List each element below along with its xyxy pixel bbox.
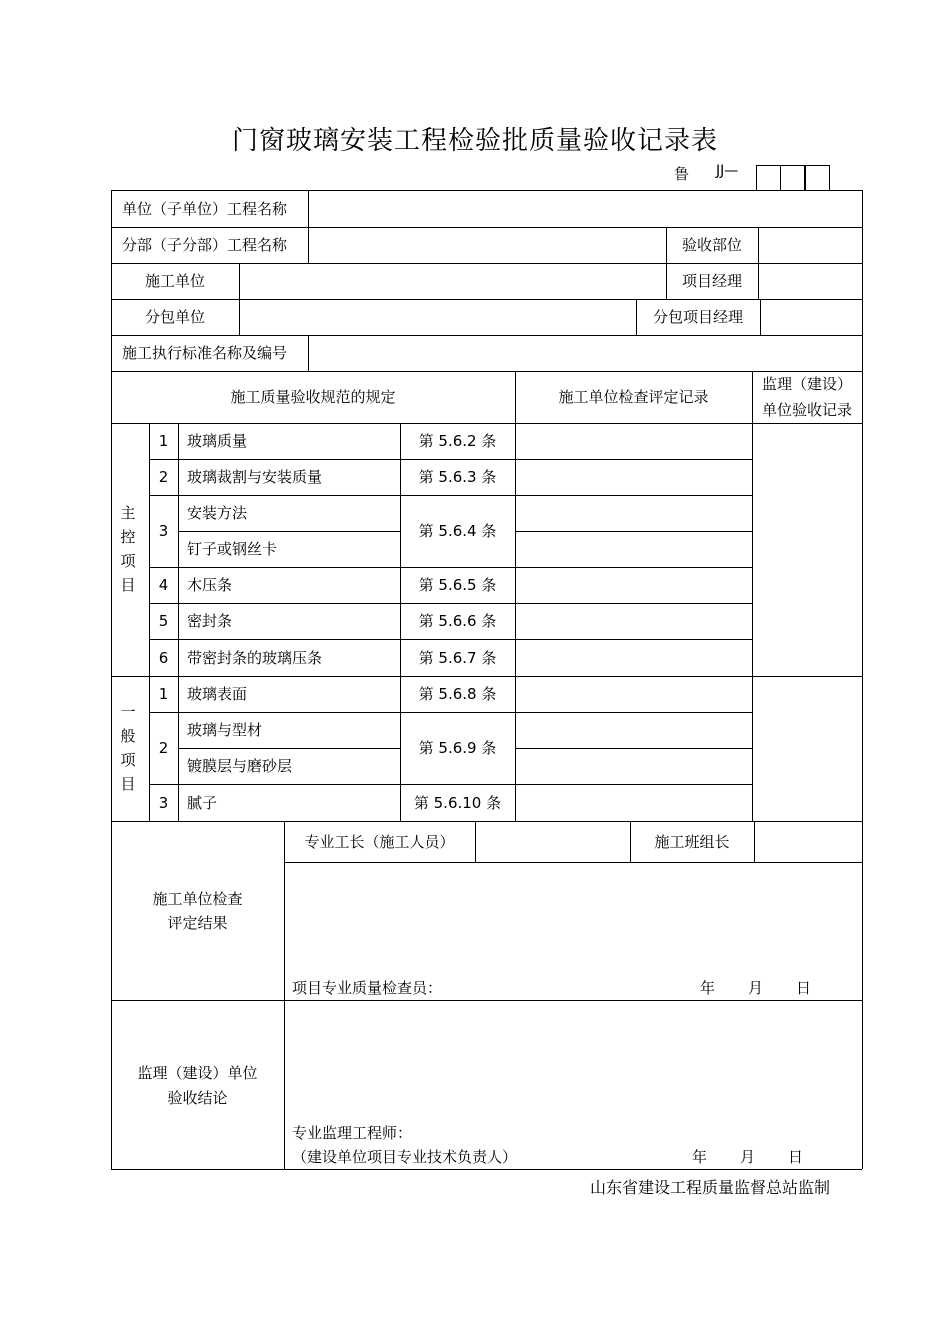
row-clause: 第 5.6.4 条	[418, 522, 497, 540]
supervision-label-2: 验收结论	[167, 1089, 228, 1107]
row-clause: 第 5.6.8 条	[418, 685, 497, 703]
footer-issuer: 山东省建设工程质量监督总站监制	[590, 1178, 831, 1197]
unit-project-name-label: 单位（子单位）工程名称	[122, 200, 288, 218]
check-record-column-header: 施工单位检查评定记录	[558, 388, 709, 406]
row-no: 4	[158, 576, 169, 594]
row-no: 3	[158, 794, 169, 812]
row-no: 3	[158, 522, 169, 540]
row-no: 1	[158, 432, 169, 450]
subcontract-unit-label: 分包单位	[144, 308, 205, 326]
standard-name-label: 施工执行标准名称及编号	[122, 344, 288, 362]
foreman-label: 专业工长（施工人员）	[304, 833, 455, 851]
row-item: 安装方法	[187, 504, 248, 522]
team-leader-label: 施工班组长	[654, 833, 730, 851]
code-box-2[interactable]	[780, 165, 805, 191]
acceptance-part-label: 验收部位	[681, 236, 742, 254]
code-prefix: 鲁	[674, 165, 690, 183]
row-no: 2	[158, 468, 169, 486]
row-item: 玻璃表面	[187, 685, 248, 703]
supervision-day: 日	[788, 1148, 804, 1166]
construction-unit-label: 施工单位	[144, 272, 205, 290]
row-no: 6	[158, 649, 169, 667]
row-item: 玻璃与型材	[187, 721, 263, 739]
code-jj: JJ—	[716, 163, 739, 179]
spec-column-header: 施工质量验收规范的规定	[230, 388, 396, 406]
row-clause: 第 5.6.10 条	[413, 794, 502, 812]
row-item: 镀膜层与磨砂层	[187, 757, 293, 775]
supervision-month: 月	[740, 1148, 756, 1166]
row-item: 木压条	[187, 576, 233, 594]
row-no: 5	[158, 612, 169, 630]
row-clause: 第 5.6.3 条	[418, 468, 497, 486]
row-no: 2	[158, 739, 169, 757]
row-item: 带密封条的玻璃压条	[187, 649, 323, 667]
supervision-column-header-line2: 单位验收记录	[761, 401, 852, 419]
project-manager-label: 项目经理	[681, 272, 742, 290]
row-clause: 第 5.6.9 条	[418, 739, 497, 757]
row-clause: 第 5.6.6 条	[418, 612, 497, 630]
code-box-1[interactable]	[756, 165, 781, 191]
row-item: 密封条	[187, 612, 233, 630]
general-items-label: 一 般 项 目	[120, 703, 136, 793]
construction-check-label-2: 评定结果	[167, 914, 228, 932]
subcontract-manager-label: 分包项目经理	[652, 308, 743, 326]
construction-check-label-1: 施工单位检查	[152, 890, 243, 908]
supervision-engineer-note: （建设单位项目专业技术负责人）	[292, 1148, 518, 1166]
row-item: 玻璃质量	[187, 432, 248, 450]
check-year: 年	[700, 979, 716, 997]
main-items-label: 主 控 项 目	[120, 504, 136, 594]
supervision-engineer-label: 专业监理工程师：	[292, 1124, 413, 1142]
row-clause: 第 5.6.2 条	[418, 432, 497, 450]
row-clause: 第 5.6.5 条	[418, 576, 497, 594]
check-day: 日	[796, 979, 812, 997]
row-no: 1	[158, 685, 169, 703]
row-item: 玻璃裁割与安装质量	[187, 468, 323, 486]
inspector-label: 项目专业质量检查员：	[292, 979, 443, 997]
row-item: 腻子	[187, 794, 218, 812]
check-month: 月	[748, 979, 764, 997]
supervision-column-header-line1: 监理（建设）	[761, 375, 852, 393]
row-item: 钉子或钢丝卡	[187, 540, 278, 558]
code-box-3[interactable]	[805, 165, 830, 191]
supervision-label-1: 监理（建设）单位	[137, 1064, 258, 1082]
page-title: 门窗玻璃安装工程检验批质量验收记录表	[231, 126, 718, 156]
sub-project-name-label: 分部（子分部）工程名称	[122, 236, 288, 254]
supervision-year: 年	[692, 1148, 708, 1166]
row-clause: 第 5.6.7 条	[418, 649, 497, 667]
